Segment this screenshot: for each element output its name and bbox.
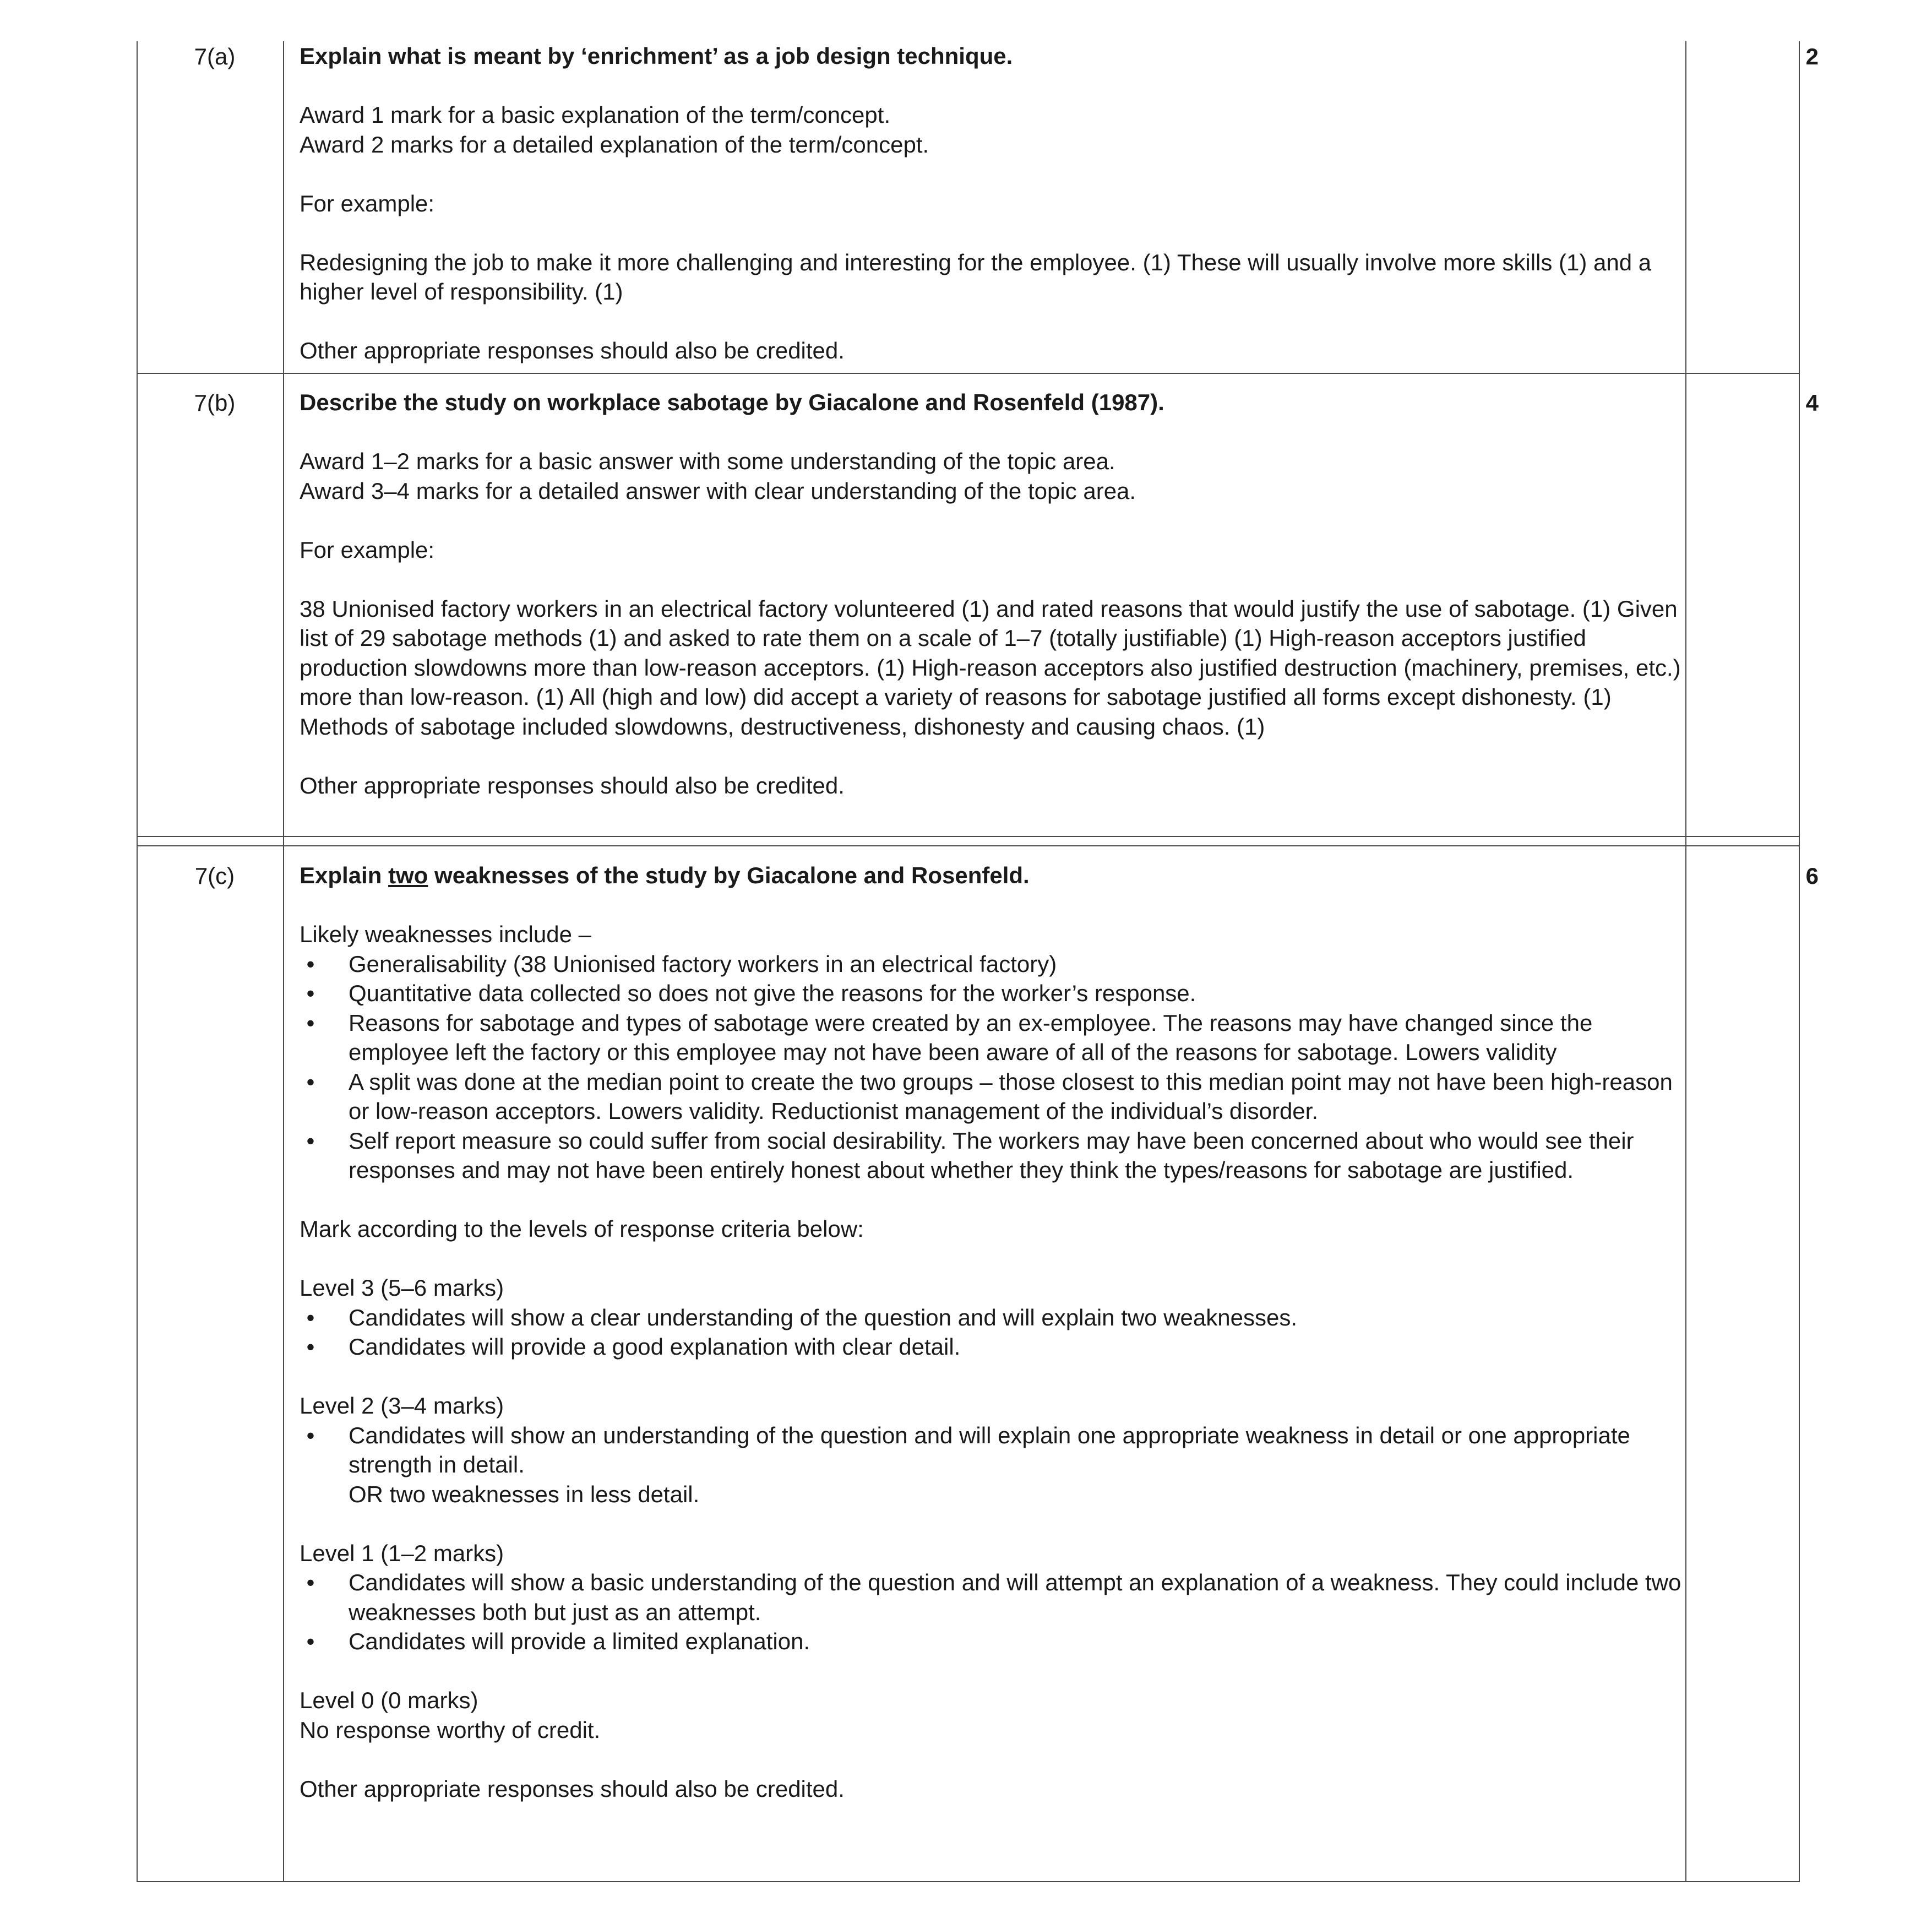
question-text-emphasis: two bbox=[388, 862, 428, 888]
award-line: Award 3–4 marks for a detailed answer with clear understanding of the topic area. bbox=[300, 477, 1136, 504]
row-divider-7b-7c-upper bbox=[137, 836, 1800, 837]
award-line: Award 2 marks for a detailed explanation of the term/concept. bbox=[300, 131, 929, 157]
bullet-icon: • bbox=[306, 1422, 315, 1448]
bullet-icon: • bbox=[306, 980, 315, 1006]
award-line: Award 1 mark for a basic explanation of the term/concept. bbox=[300, 102, 891, 128]
level-2-criteria bbox=[300, 1421, 1692, 1509]
level-3-title: Level 3 (5–6 marks) bbox=[300, 1275, 504, 1301]
credit-note: Other appropriate responses should also be credited. bbox=[300, 772, 845, 798]
weaknesses-heading: Likely weaknesses include – bbox=[300, 921, 591, 947]
level-0-text: No response worthy of credit. bbox=[300, 1716, 601, 1743]
level-2-title: Level 2 (3–4 marks) bbox=[300, 1393, 504, 1419]
bullet-icon: • bbox=[306, 1127, 315, 1154]
question-content bbox=[300, 861, 1692, 1803]
list-item bbox=[300, 1421, 1692, 1509]
question-content bbox=[300, 388, 1692, 800]
level-1-title: Level 1 (1–2 marks) bbox=[300, 1540, 504, 1566]
bullet-icon: • bbox=[306, 1068, 315, 1095]
question-text: Describe the study on workplace sabotage by Giacalone and Rosenfeld (1987). bbox=[300, 389, 1164, 415]
award-criteria bbox=[300, 100, 1692, 159]
bullet-icon: • bbox=[306, 1009, 315, 1036]
level-0-title: Level 0 (0 marks) bbox=[300, 1687, 478, 1713]
bullet-icon: • bbox=[306, 1304, 315, 1330]
list-item bbox=[300, 1067, 1692, 1126]
example-heading: For example: bbox=[300, 190, 435, 216]
example-answer: 38 Unionised factory workers in an electrical factory volunteered (1) and rated reasons that would justify the use of sabotage. (1) Given list of 29 sabotage methods (1) and asked to rate them on a scale of 1–7 (totally justifiable) (1) High-reason acceptors justified production slowdowns more than low-reason acceptors. (1) High-reason acceptors also justified destruction (machinery, premises, etc.) more than low-reason. (1) All (high and low) did accept a variety of reasons for sabotage justified all forms except dishonesty. (1) Methods of sabotage included slowdowns, destructiveness, dishonesty and causing chaos. (1) bbox=[300, 595, 1681, 740]
list-item-text: Generalisability (38 Unionised factory workers in an electrical factory) bbox=[349, 950, 1057, 977]
question-number: 7(b) bbox=[194, 390, 236, 416]
table-left-border bbox=[137, 41, 138, 1882]
list-item-text: Candidates will provide a limited explanation. bbox=[349, 1628, 810, 1654]
bullet-icon: • bbox=[306, 950, 315, 977]
bullet-icon: • bbox=[306, 1334, 315, 1360]
list-item-text: Reasons for sabotage and types of sabotage were created by an ex-employee. The reasons may have changed since the employee left the factory or this employee may not have been aware of all of the reasons for sabotage. Lowers validity bbox=[349, 1009, 1593, 1065]
question-text: Explain what is meant by ‘enrichment’ as a job design technique. bbox=[300, 43, 1013, 69]
table-right-border bbox=[1799, 41, 1800, 1882]
bullet-icon: • bbox=[306, 1569, 315, 1595]
example-heading: For example: bbox=[300, 536, 435, 563]
question-number: 7(a) bbox=[194, 44, 236, 69]
column-divider-question bbox=[283, 41, 284, 1882]
list-item-text: Quantitative data collected so does not give the reasons for the worker’s response. bbox=[349, 980, 1196, 1006]
row-divider-7a-7b bbox=[137, 373, 1800, 374]
list-item bbox=[300, 1627, 1692, 1656]
list-item bbox=[300, 1568, 1692, 1627]
question-text-start: Explain bbox=[300, 862, 389, 888]
bullet-icon: • bbox=[306, 1628, 315, 1654]
list-item-text: Self report measure so could suffer from social desirability. The workers may have been concerned about who would see their responses and may not have been entirely honest about whether they think the types/reasons for sabotage are justified. bbox=[349, 1127, 1634, 1183]
levels-intro: Mark according to the levels of response criteria below: bbox=[300, 1216, 864, 1242]
credit-note: Other appropriate responses should also be credited. bbox=[300, 338, 845, 363]
question-text-end: weaknesses of the study by Giacalone and Rosenfeld. bbox=[428, 862, 1030, 888]
question-marks: 6 bbox=[1805, 863, 1819, 889]
question-number: 7(c) bbox=[194, 863, 235, 889]
list-item-text: Candidates will show an understanding of the question and will explain one appropriate weakness in detail or one appropriate strength in detail. bbox=[349, 1422, 1630, 1477]
list-item-alternative: OR two weaknesses in less detail. bbox=[349, 1481, 700, 1507]
level-3-criteria bbox=[300, 1303, 1692, 1362]
question-marks: 4 bbox=[1805, 390, 1819, 416]
row-divider-7b-7c-lower bbox=[137, 845, 1800, 846]
table-bottom-border bbox=[137, 1881, 1800, 1882]
list-item bbox=[300, 1008, 1692, 1067]
question-text bbox=[300, 861, 1692, 890]
award-criteria bbox=[300, 447, 1692, 506]
list-item-text: Candidates will show a clear understanding of the question and will explain two weaknesses. bbox=[349, 1304, 1298, 1330]
question-content bbox=[300, 41, 1692, 366]
example-answer: Redesigning the job to make it more challenging and interesting for the employee. (1) These will usually involve more skills (1) and a higher level of responsibility. (1) bbox=[300, 249, 1652, 305]
level-1-criteria bbox=[300, 1568, 1692, 1656]
credit-note: Other appropriate responses should also be credited. bbox=[300, 1775, 845, 1802]
list-item bbox=[300, 1303, 1692, 1333]
list-item bbox=[300, 1126, 1692, 1185]
list-item bbox=[300, 979, 1692, 1008]
list-item-text: Candidates will provide a good explanation with clear detail. bbox=[349, 1334, 961, 1360]
question-marks: 2 bbox=[1805, 44, 1819, 69]
weaknesses-list bbox=[300, 949, 1692, 1185]
list-item-text: A split was done at the median point to create the two groups – those closest to this median point may not have been high-reason or low-reason acceptors. Lowers validity. Reductionist management of the individual’s disorder. bbox=[349, 1068, 1673, 1124]
list-item bbox=[300, 949, 1692, 979]
list-item bbox=[300, 1332, 1692, 1362]
award-line: Award 1–2 marks for a basic answer with some understanding of the topic area. bbox=[300, 448, 1115, 474]
list-item-text: Candidates will show a basic understanding of the question and will attempt an explanation of a weakness. They could include two weaknesses both but just as an attempt. bbox=[349, 1569, 1681, 1625]
